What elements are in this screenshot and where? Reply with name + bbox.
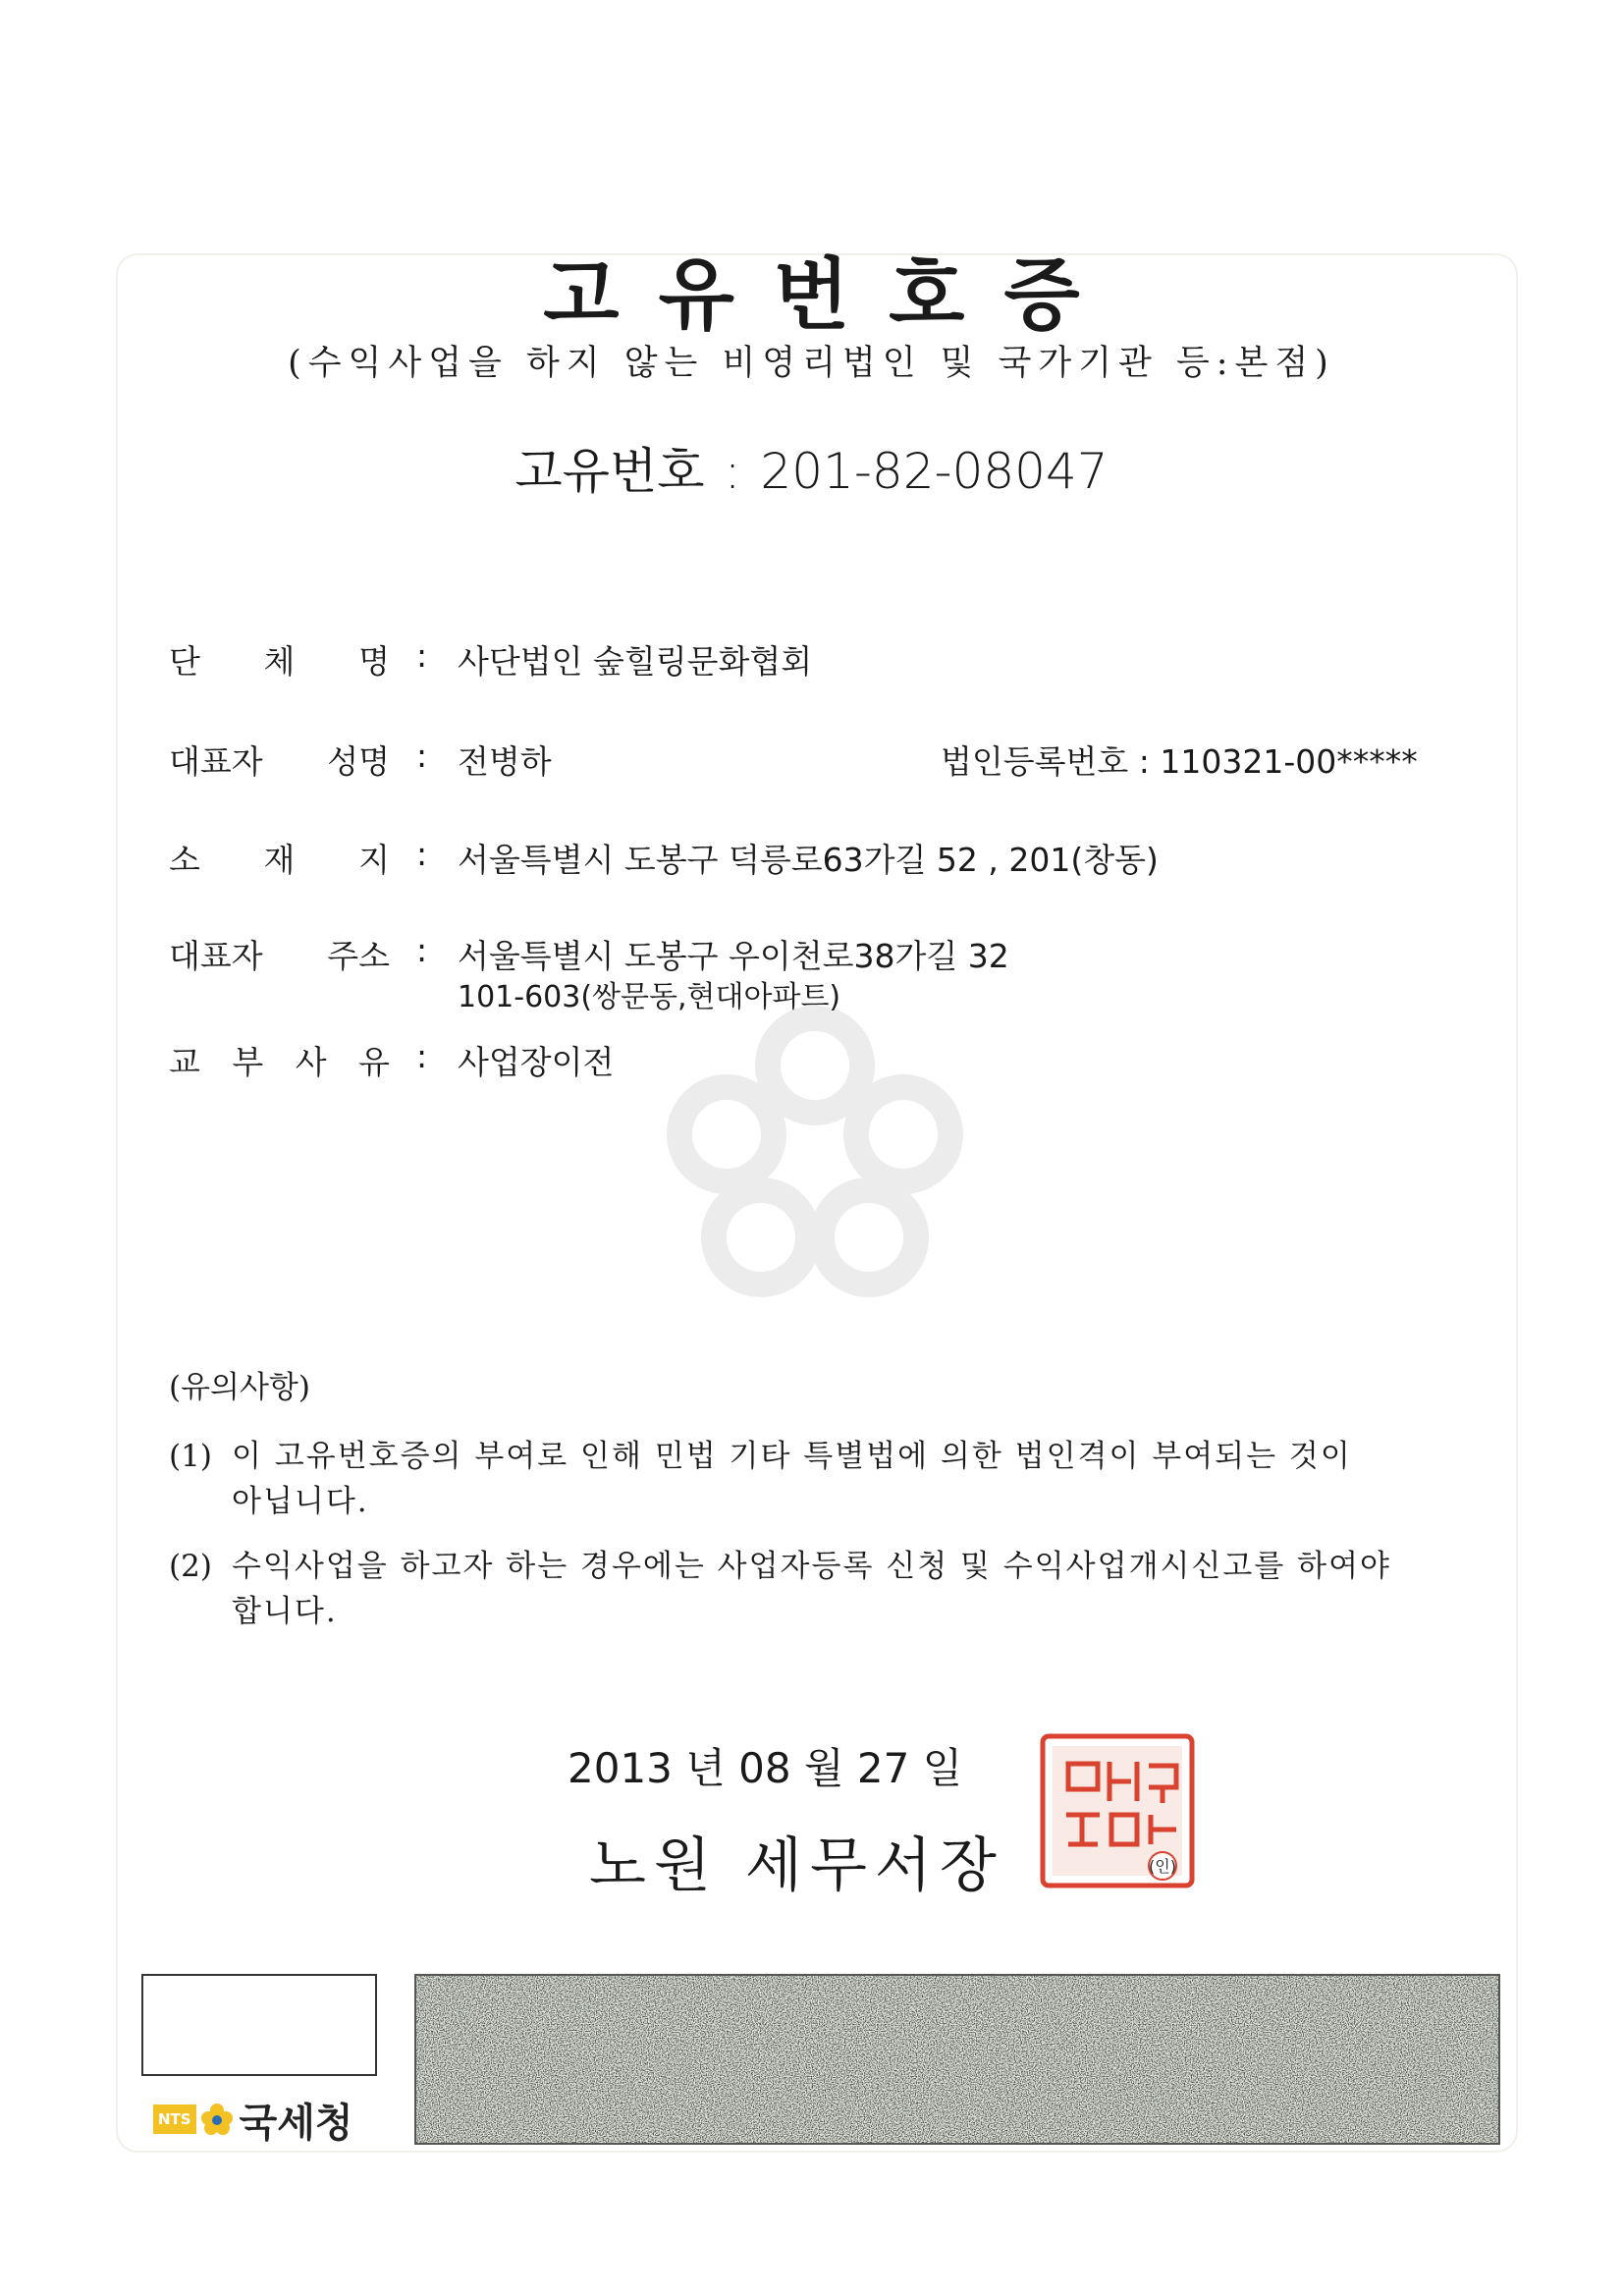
note-text-continued: 합니다. [232,1594,338,1629]
issue-date: 2013 년 08 월 27 일 [568,1744,963,1792]
notes-heading: (유의사항) [169,1370,310,1405]
field-colon: : [416,737,428,775]
reason-value: 사업장이전 [458,1043,615,1081]
rep-address-value-line2: 101-603(쌍문동,현대아파트) [458,980,841,1014]
label-char: 사 [295,1043,327,1081]
label-char: 유 [358,1043,390,1081]
unique-number-value: 201-82-08047 [760,443,1109,500]
label-char: 대표자 [169,937,263,975]
note-text: 이 고유번호증의 부여로 인해 민법 기타 특별법에 의한 법인격이 부여되는 것이 [232,1439,1352,1474]
document-subtitle: (수익사업을 하지 않는 비영리법인 및 국가기관 등:본점) [288,344,1335,383]
issuing-office: 노원 세무서장 [589,1831,1004,1900]
field-colon: : [416,835,428,873]
rep-address-value: 서울특별시 도봉구 우이천로38가길 32 [458,937,1009,975]
label-char: 성명 [327,742,390,781]
field-colon: : [416,636,428,675]
unique-number-line [0,432,1623,503]
field-colon: : [416,931,428,969]
org-name-value: 사단법인 숲힐링문화협회 [458,642,813,681]
field-label [169,1037,390,1083]
nts-flower-icon [200,2103,234,2136]
label-char: 명 [358,642,390,681]
seal-mark-label: (인) [1149,1857,1176,1876]
label-char: 교 [169,1043,200,1081]
watermark-emblem-icon [628,972,1001,1345]
nts-logo [153,2096,353,2146]
rep-name-value: 전병하 [458,742,552,781]
note-number: (1) [169,1439,212,1474]
label-char: 대표자 [169,742,263,781]
field-label [169,835,390,881]
label-char: 부 [232,1043,264,1081]
field-colon: : [416,1037,428,1075]
official-seal-icon [1039,1732,1196,1889]
field-label [169,636,390,683]
security-pattern [414,1974,1500,2145]
barcode-box [141,1974,377,2076]
label-char: 체 [263,642,296,681]
field-label [169,931,390,977]
nts-name: 국세청 [239,2100,353,2146]
corp-registration-number: 법인등록번호 : 110321-00***** [941,742,1418,781]
label-char: 소 [169,841,200,879]
nts-badge: NTS [153,2105,196,2134]
label-char: 단 [169,642,200,681]
note-text: 수익사업을 하고자 하는 경우에는 사업자등록 신청 및 수익사업개시신고를 하여야 [232,1549,1391,1584]
label-char: 주소 [327,937,390,975]
note-text-continued: 아닙니다. [232,1484,369,1519]
unique-number-separator: : [724,443,741,500]
document-title: 고유번호증 [543,249,1119,341]
field-label [169,737,390,783]
label-char: 지 [358,841,390,879]
unique-number-label: 고유번호 [514,443,705,500]
location-value: 서울특별시 도봉구 덕릉로63가길 52 , 201(창동) [458,841,1159,879]
note-number: (2) [169,1549,212,1584]
label-char: 재 [263,841,296,879]
